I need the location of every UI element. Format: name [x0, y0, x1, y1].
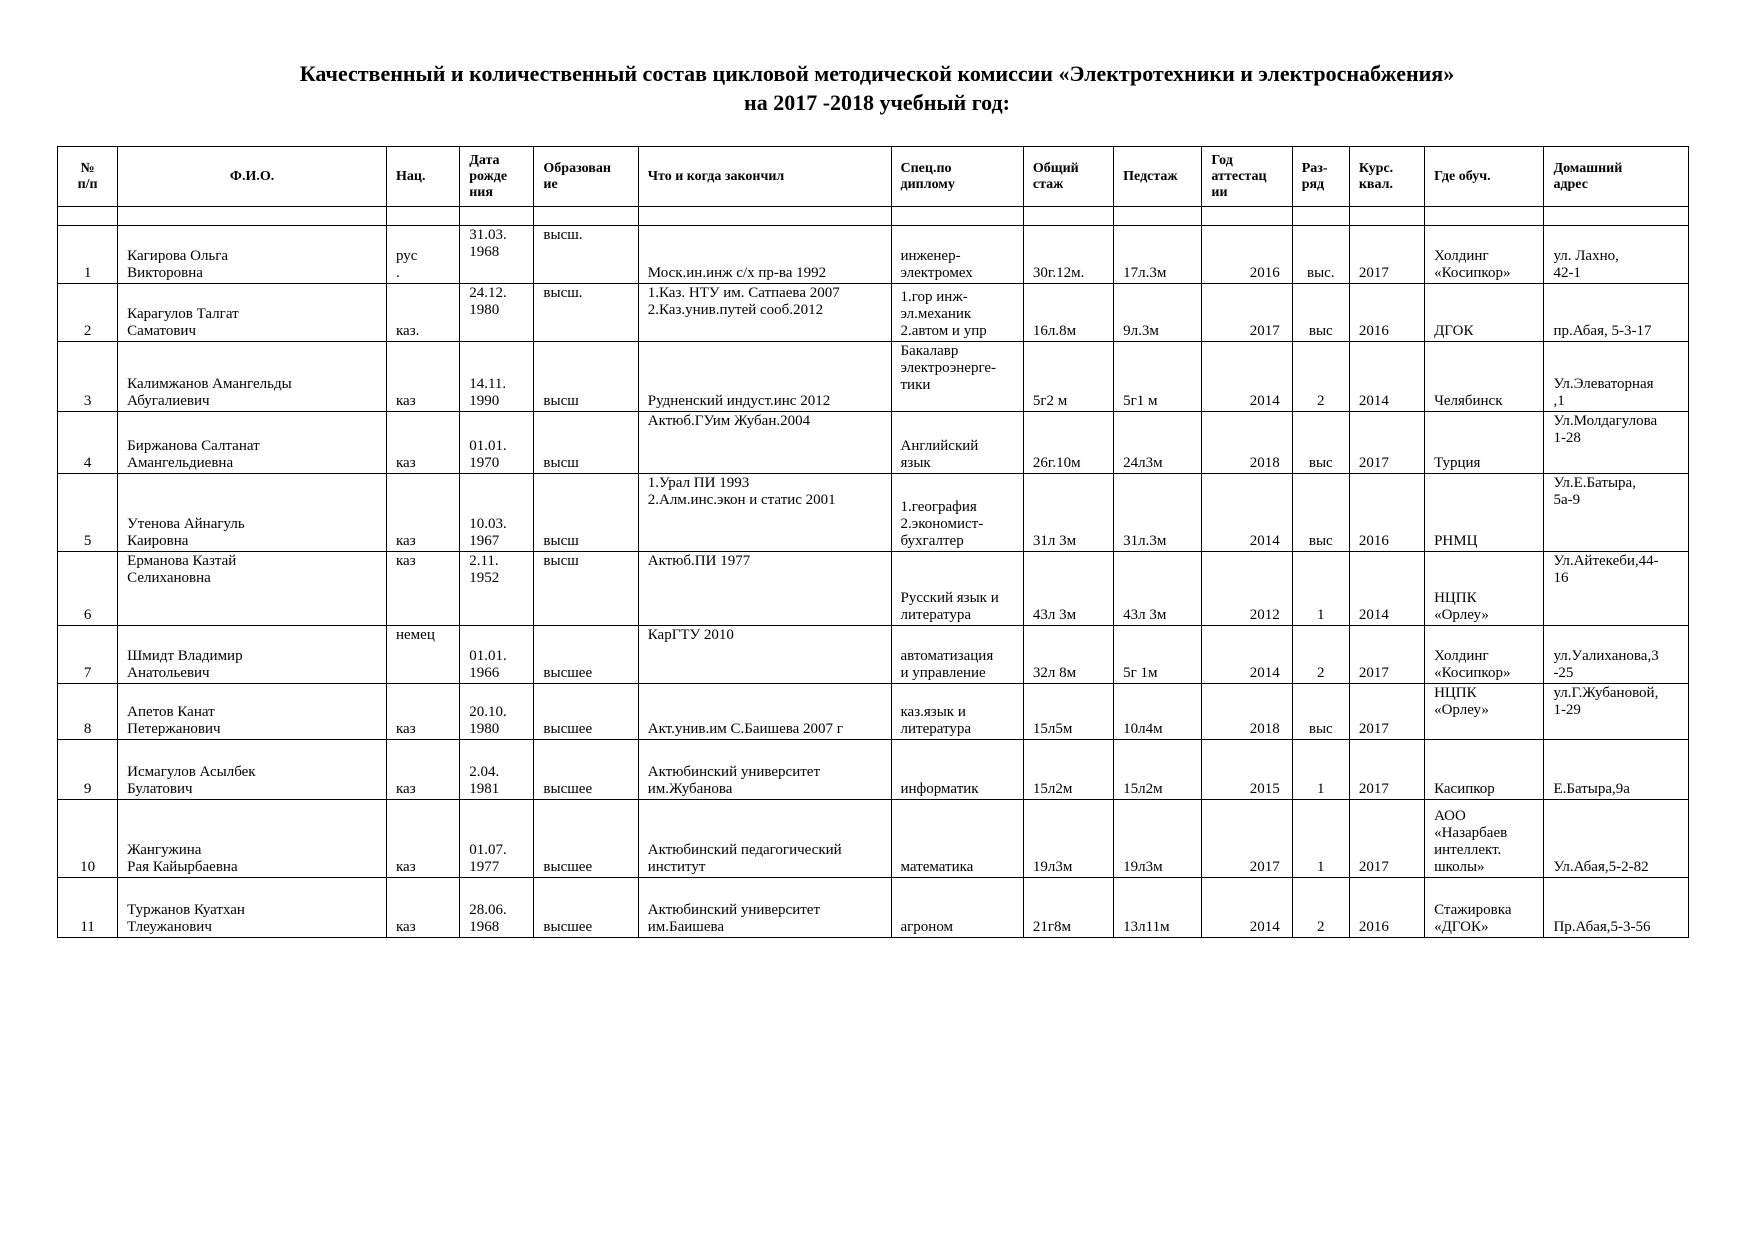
header-attestation-year: Год аттестац ии: [1202, 147, 1292, 207]
cell-num: 8: [58, 684, 118, 740]
cell-fio: Калимжанов Амангельды Абугалиевич: [118, 342, 387, 412]
cell-course: 2017: [1349, 226, 1424, 284]
cell-nationality: каз.: [386, 284, 459, 342]
cell-total-experience: 26г.10м: [1023, 412, 1113, 474]
table-row: [58, 626, 1689, 684]
cell-birth-date: 20.10. 1980: [460, 684, 534, 740]
cell-teaching-experience: 31л.3м: [1114, 474, 1202, 552]
cell-education: высшее: [534, 878, 638, 938]
cell-nationality: рус .: [386, 226, 459, 284]
cell-attestation-year: 2018: [1202, 684, 1292, 740]
header-teaching-experience: Педстаж: [1114, 147, 1202, 207]
cell-num: 5: [58, 474, 118, 552]
cell-total-experience: 32л 8м: [1023, 626, 1113, 684]
header-num: № п/п: [58, 147, 118, 207]
cell-attestation-year: 2016: [1202, 226, 1292, 284]
cell-specialty: 1.гор инж- эл.механик 2.автом и упр: [891, 284, 1023, 342]
cell-attestation-year: 2018: [1202, 412, 1292, 474]
cell-graduated: Рудненский индуст.инс 2012: [638, 342, 891, 412]
cell-teaching-experience: 10л4м: [1114, 684, 1202, 740]
cell-home-address: Пр.Абая,5-3-56: [1544, 878, 1689, 938]
cell-fio: Утенова Айнагуль Каировна: [118, 474, 387, 552]
table-row: [58, 684, 1689, 740]
header-graduated: Что и когда закончил: [638, 147, 891, 207]
cell-course: 2014: [1349, 552, 1424, 626]
table-row: [58, 342, 1689, 412]
cell-education: высш: [534, 552, 638, 626]
cell-birth-date: 01.07. 1977: [460, 800, 534, 878]
cell-specialty: Английский язык: [891, 412, 1023, 474]
table-row: [58, 412, 1689, 474]
cell-course: 2016: [1349, 474, 1424, 552]
cell-education: высшее: [534, 740, 638, 800]
cell-home-address: пр.Абая, 5-3-17: [1544, 284, 1689, 342]
cell-home-address: ул.Уалиханова,3 -25: [1544, 626, 1689, 684]
spacer-row: [58, 207, 1689, 226]
cell-course: 2017: [1349, 800, 1424, 878]
table-row: [58, 552, 1689, 626]
cell-total-experience: 19л3м: [1023, 800, 1113, 878]
cell-nationality: каз: [386, 342, 459, 412]
cell-education: высш.: [534, 226, 638, 284]
header-birth-date: Дата рожде ния: [460, 147, 534, 207]
cell-birth-date: 28.06. 1968: [460, 878, 534, 938]
table-row: [58, 740, 1689, 800]
cell-home-address: Ул.Молдагулова 1-28: [1544, 412, 1689, 474]
cell-category: выс.: [1292, 226, 1349, 284]
cell-fio: Ерманова Казтай Селихановна: [118, 552, 387, 626]
cell-nationality: каз: [386, 740, 459, 800]
cell-category: 1: [1292, 800, 1349, 878]
cell-num: 11: [58, 878, 118, 938]
cell-num: 4: [58, 412, 118, 474]
header-fio: Ф.И.О.: [118, 147, 387, 207]
cell-training-place: Турция: [1425, 412, 1544, 474]
cell-num: 3: [58, 342, 118, 412]
cell-num: 2: [58, 284, 118, 342]
cell-total-experience: 16л.8м: [1023, 284, 1113, 342]
cell-birth-date: 2.04. 1981: [460, 740, 534, 800]
cell-specialty: математика: [891, 800, 1023, 878]
table-row: [58, 800, 1689, 878]
cell-attestation-year: 2014: [1202, 878, 1292, 938]
cell-teaching-experience: 15л2м: [1114, 740, 1202, 800]
cell-category: 1: [1292, 740, 1349, 800]
cell-training-place: НЦПК «Орлеу»: [1425, 684, 1544, 740]
cell-specialty: агроном: [891, 878, 1023, 938]
cell-category: выс: [1292, 474, 1349, 552]
header-specialty: Спец.по диплому: [891, 147, 1023, 207]
cell-teaching-experience: 9л.3м: [1114, 284, 1202, 342]
staff-table: [57, 146, 1689, 938]
cell-specialty: Бакалавр электроэнерге- тики: [891, 342, 1023, 412]
cell-category: выс: [1292, 684, 1349, 740]
cell-nationality: немец: [386, 626, 459, 684]
cell-nationality: каз: [386, 684, 459, 740]
header-course: Курс. квал.: [1349, 147, 1424, 207]
cell-total-experience: 43л 3м: [1023, 552, 1113, 626]
cell-fio: Жангужина Рая Кайырбаевна: [118, 800, 387, 878]
cell-nationality: каз: [386, 412, 459, 474]
cell-specialty: информатик: [891, 740, 1023, 800]
cell-home-address: Е.Батыра,9а: [1544, 740, 1689, 800]
header-education: Образован ие: [534, 147, 638, 207]
cell-teaching-experience: 5г1 м: [1114, 342, 1202, 412]
cell-category: 2: [1292, 878, 1349, 938]
cell-num: 10: [58, 800, 118, 878]
cell-total-experience: 30г.12м.: [1023, 226, 1113, 284]
cell-course: 2014: [1349, 342, 1424, 412]
cell-total-experience: 21г8м: [1023, 878, 1113, 938]
cell-birth-date: 31.03. 1968: [460, 226, 534, 284]
cell-nationality: каз: [386, 878, 459, 938]
cell-education: высш.: [534, 284, 638, 342]
cell-education: высшее: [534, 684, 638, 740]
cell-teaching-experience: 5г 1м: [1114, 626, 1202, 684]
cell-course: 2017: [1349, 412, 1424, 474]
cell-category: выс: [1292, 284, 1349, 342]
cell-attestation-year: 2014: [1202, 342, 1292, 412]
cell-fio: Апетов Канат Петержанович: [118, 684, 387, 740]
cell-graduated: Актюб.ГУим Жубан.2004: [638, 412, 891, 474]
cell-birth-date: 10.03. 1967: [460, 474, 534, 552]
header-total-experience: Общий стаж: [1023, 147, 1113, 207]
cell-training-place: Холдинг «Косипкор»: [1425, 626, 1544, 684]
cell-training-place: Касипкор: [1425, 740, 1544, 800]
cell-nationality: каз: [386, 800, 459, 878]
cell-graduated: КарГТУ 2010: [638, 626, 891, 684]
cell-course: 2016: [1349, 878, 1424, 938]
cell-education: высшее: [534, 800, 638, 878]
header-home-address: Домашний адрес: [1544, 147, 1689, 207]
cell-num: 7: [58, 626, 118, 684]
cell-teaching-experience: 17л.3м: [1114, 226, 1202, 284]
cell-specialty: инженер- электромех: [891, 226, 1023, 284]
cell-education: высш: [534, 342, 638, 412]
cell-teaching-experience: 43л 3м: [1114, 552, 1202, 626]
cell-course: 2017: [1349, 684, 1424, 740]
cell-education: высшее: [534, 626, 638, 684]
cell-specialty: 1.география 2.экономист- бухгалтер: [891, 474, 1023, 552]
cell-birth-date: 01.01. 1970: [460, 412, 534, 474]
cell-total-experience: 15л5м: [1023, 684, 1113, 740]
cell-attestation-year: 2017: [1202, 284, 1292, 342]
cell-teaching-experience: 13л11м: [1114, 878, 1202, 938]
cell-graduated: 1.Каз. НТУ им. Сатпаева 2007 2.Каз.унив.путей сооб.2012: [638, 284, 891, 342]
cell-home-address: ул.Г.Жубановой, 1-29: [1544, 684, 1689, 740]
cell-fio: Туржанов Куатхан Тлеужанович: [118, 878, 387, 938]
header-nationality: Нац.: [386, 147, 459, 207]
cell-training-place: ДГОК: [1425, 284, 1544, 342]
cell-birth-date: 01.01. 1966: [460, 626, 534, 684]
header-training-place: Где обуч.: [1425, 147, 1544, 207]
cell-nationality: каз: [386, 552, 459, 626]
cell-education: высш: [534, 474, 638, 552]
cell-training-place: АОО «Назарбаев интеллект. школы»: [1425, 800, 1544, 878]
cell-course: 2017: [1349, 740, 1424, 800]
cell-category: выс: [1292, 412, 1349, 474]
cell-num: 1: [58, 226, 118, 284]
cell-graduated: 1.Урал ПИ 1993 2.Алм.инс.экон и статис 2001: [638, 474, 891, 552]
cell-teaching-experience: 24л3м: [1114, 412, 1202, 474]
table-row: [58, 284, 1689, 342]
cell-fio: Карагулов Талгат Саматович: [118, 284, 387, 342]
cell-nationality: каз: [386, 474, 459, 552]
cell-total-experience: 31л 3м: [1023, 474, 1113, 552]
cell-course: 2017: [1349, 626, 1424, 684]
cell-num: 9: [58, 740, 118, 800]
table-header-row: [58, 147, 1689, 207]
cell-total-experience: 5г2 м: [1023, 342, 1113, 412]
cell-attestation-year: 2014: [1202, 474, 1292, 552]
cell-training-place: Холдинг «Косипкор»: [1425, 226, 1544, 284]
cell-birth-date: 24.12. 1980: [460, 284, 534, 342]
cell-training-place: НЦПК «Орлеу»: [1425, 552, 1544, 626]
cell-graduated: Актюбинский педагогический институт: [638, 800, 891, 878]
table-row: [58, 474, 1689, 552]
cell-attestation-year: 2012: [1202, 552, 1292, 626]
cell-attestation-year: 2015: [1202, 740, 1292, 800]
cell-home-address: Ул.Абая,5-2-82: [1544, 800, 1689, 878]
cell-graduated: Актюбинский университет им.Баишева: [638, 878, 891, 938]
cell-fio: Биржанова Салтанат Амангельдиевна: [118, 412, 387, 474]
cell-education: высш: [534, 412, 638, 474]
cell-home-address: Ул.Е.Батыра, 5а-9: [1544, 474, 1689, 552]
cell-fio: Исмагулов Асылбек Булатович: [118, 740, 387, 800]
cell-graduated: Актюб.ПИ 1977: [638, 552, 891, 626]
cell-attestation-year: 2017: [1202, 800, 1292, 878]
table-row: [58, 878, 1689, 938]
cell-birth-date: 2.11. 1952: [460, 552, 534, 626]
document-title: Качественный и количественный состав цикловой методической комиссии «Электротехники и электроснабжения»: [299, 61, 1455, 86]
cell-fio: Шмидт Владимир Анатольевич: [118, 626, 387, 684]
cell-category: 2: [1292, 342, 1349, 412]
cell-training-place: РНМЦ: [1425, 474, 1544, 552]
cell-specialty: автоматизация и управление: [891, 626, 1023, 684]
cell-graduated: Актюбинский университет им.Жубанова: [638, 740, 891, 800]
cell-home-address: Ул.Айтекеби,44- 16: [1544, 552, 1689, 626]
header-category: Раз- ряд: [1292, 147, 1349, 207]
cell-birth-date: 14.11. 1990: [460, 342, 534, 412]
cell-home-address: ул. Лахно, 42-1: [1544, 226, 1689, 284]
cell-fio: Кагирова Ольга Викторовна: [118, 226, 387, 284]
cell-training-place: Челябинск: [1425, 342, 1544, 412]
cell-training-place: Стажировка «ДГОК»: [1425, 878, 1544, 938]
cell-specialty: Русский язык и литература: [891, 552, 1023, 626]
cell-total-experience: 15л2м: [1023, 740, 1113, 800]
cell-specialty: каз.язык и литература: [891, 684, 1023, 740]
cell-teaching-experience: 19л3м: [1114, 800, 1202, 878]
cell-num: 6: [58, 552, 118, 626]
cell-category: 2: [1292, 626, 1349, 684]
table-row: [58, 226, 1689, 284]
cell-graduated: Моск.ин.инж с/х пр-ва 1992: [638, 226, 891, 284]
cell-category: 1: [1292, 552, 1349, 626]
cell-graduated: Акт.унив.им С.Баишева 2007 г: [638, 684, 891, 740]
cell-course: 2016: [1349, 284, 1424, 342]
cell-attestation-year: 2014: [1202, 626, 1292, 684]
document-subtitle: на 2017 -2018 учебный год:: [744, 90, 1010, 115]
cell-home-address: Ул.Элеваторная ,1: [1544, 342, 1689, 412]
